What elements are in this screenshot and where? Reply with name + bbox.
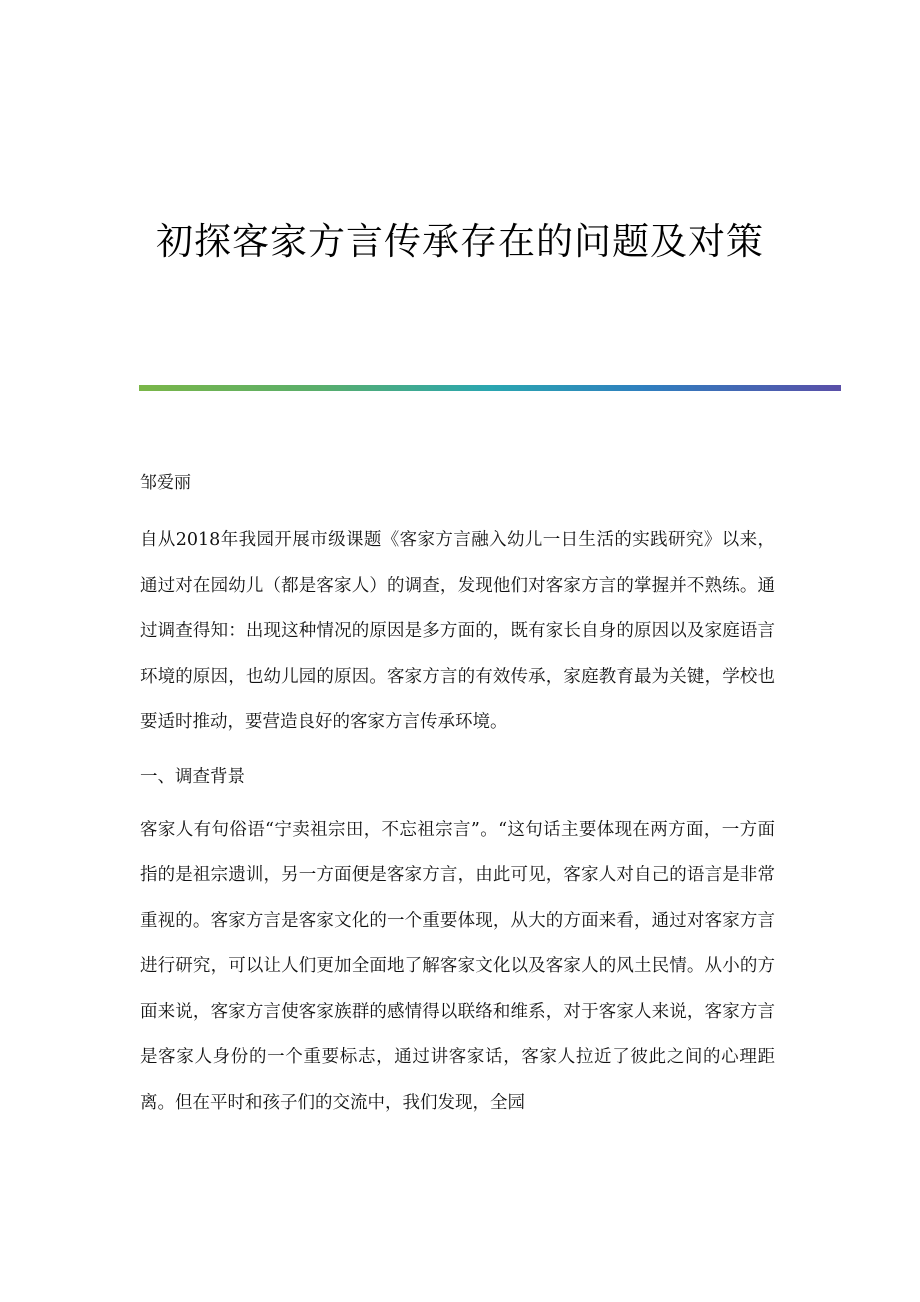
author-name: 邹爱丽: [140, 473, 191, 493]
gradient-divider: [139, 385, 841, 391]
document-title: 初探客家方言传承存在的问题及对策: [156, 220, 764, 263]
section-heading: 一、调查背景: [140, 766, 245, 787]
section-paragraph: 客家人有句俗语“宁卖祖宗田，不忘祖宗言”。“这句话主要体现在两方面，一方面指的是祖宗遗训，另一方面便是客家方言，由此可见，客家人对自己的语言是非常重视的。客家方言是客家文化的一个重要体现，从大的方面来看，通过对客家方言进行研究，可以让人们更加全面地了解客家文化以及客家人的风土民情。从小的方面来说，客家方言使客家族群的感情得以联络和维系，对于客家人来说，客家方言是客家人身份的一个重要标志，通过讲客家话，客家人拉近了彼此之间的心理距离。但在平时和孩子们的交流中，我们发现，全园: [140, 819, 775, 1113]
abstract-paragraph: 自从2018年我园开展市级课题《客家方言融入幼儿一日生活的实践研究》以来，通过对在园幼儿（都是客家人）的调查，发现他们对客家方言的掌握并不熟练。通过调查得知：出现这种情况的原因是多方面的，既有家长自身的原因以及家庭语言环境的原因，也幼儿园的原因。客家方言的有效传承，家庭教育最为关键，学校也要适时推动，要营造良好的客家方言传承环境。: [140, 530, 775, 732]
document-body: [140, 460, 775, 1126]
